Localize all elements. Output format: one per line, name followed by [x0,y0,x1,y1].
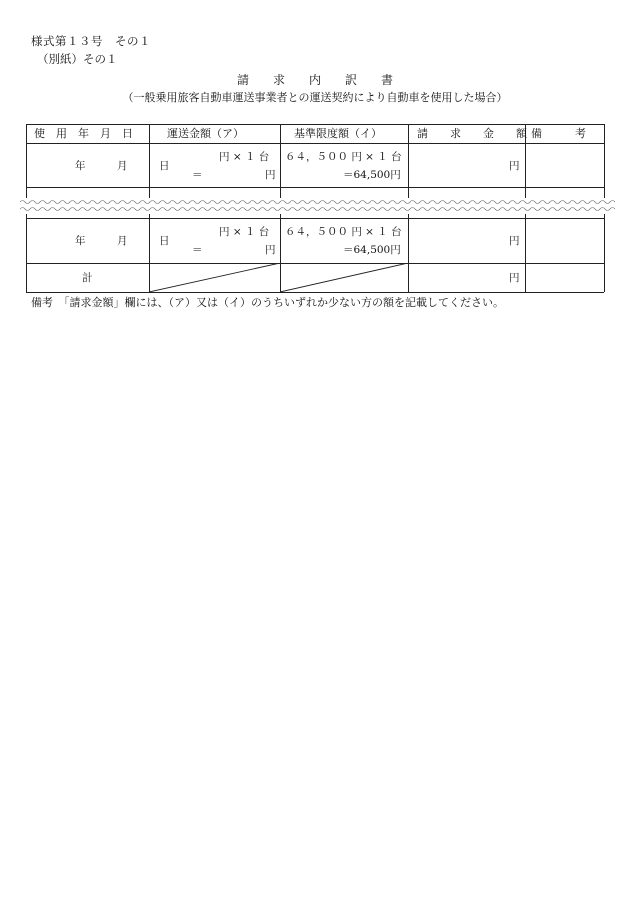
document-title: 請 求 内 訳 書 [236,73,393,87]
row-date: 年 月 日 [75,235,170,247]
row-limit-total: ＝64,500円 [343,244,401,256]
row-fee-calc: 円 × １ 台 [219,226,270,238]
row-claim-yen: 円 [509,235,520,247]
header-transport-fee: 運送金額（ア） [167,127,244,140]
total-claim-yen: 円 [509,272,520,284]
row-fee-equals: ＝ [192,169,203,181]
document-subtitle: （一般乗用旅客自動車運送事業者との運送契約により自動車を使用した場合） [122,91,508,104]
row-fee-calc: 円 × １ 台 [219,151,270,163]
row-limit-total: ＝64,500円 [343,169,401,181]
row-fee-yen: 円 [265,169,276,181]
diagonal-strike [280,263,408,292]
table-border-top [26,124,604,125]
total-label: 計 [82,272,93,284]
table-border-bottom [26,292,604,293]
header-date: 使 用 年 月 日 [34,127,133,140]
remarks-note: 備考 「請求金額」欄には、（ア）又は（イ）のうちいずれか少ない方の額を記載してください。 [31,296,504,309]
header-claim-amount: 請 求 金 額 [417,127,527,140]
row-limit-calc: ６４，５００ 円 × １ 台 [285,226,402,238]
total-row-diagonals [149,263,408,292]
row-fee-yen: 円 [265,244,276,256]
table-row-divider [26,187,604,188]
diagonal-strike [149,263,280,292]
header-base-limit: 基準限度額（イ） [294,127,382,140]
row-claim-yen: 円 [509,160,520,172]
header-remarks: 備 考 [531,127,586,140]
table-header-divider [26,143,604,144]
row-date: 年 月 日 [75,160,170,172]
table-break-wave [20,198,615,214]
form-number: 様式第１３号 その１ [31,34,151,48]
attachment-label: （別紙）その１ [37,52,118,66]
row-limit-calc: ６４，５００ 円 × １ 台 [285,151,402,163]
row-fee-equals: ＝ [192,244,203,256]
table-row-divider [26,218,604,219]
